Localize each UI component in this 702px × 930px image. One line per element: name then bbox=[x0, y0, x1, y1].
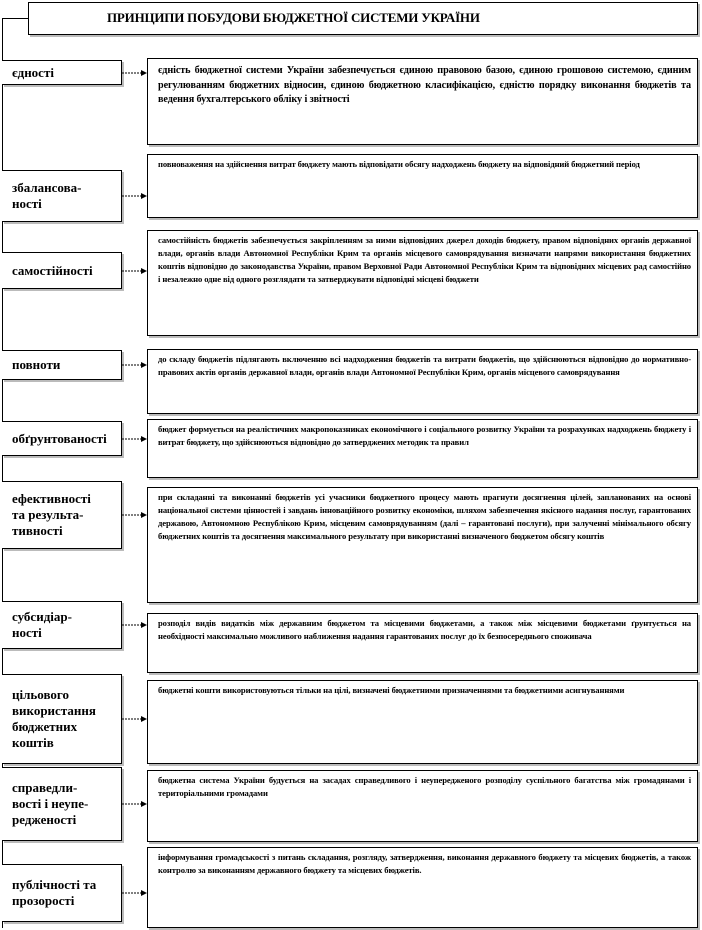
connector-arrow-icon bbox=[122, 511, 147, 519]
connector-arrow-icon bbox=[122, 889, 147, 897]
principle-label: повноти bbox=[12, 357, 61, 372]
principle-label-box bbox=[2, 350, 122, 380]
principle-description: єдність бюджетної системи України забезпечується єдиною правовою базою, єдиною грошовою системою, єдиним регулюванням бюджетних відносин, єдиною бюджетною класифікацією, єдністю порядку виконання бюджетів та ведення бухгалтерського обліку і звітності bbox=[147, 58, 698, 145]
principle-label-box bbox=[2, 601, 122, 649]
principle-description: бюджетні кошти використовуються тільки на цілі, визначені бюджетними призначеннями та бюджетними асигнуваннями bbox=[147, 680, 698, 764]
connector-arrow-icon bbox=[122, 267, 147, 275]
principle-label-box bbox=[2, 767, 122, 841]
principle-label-box bbox=[2, 674, 122, 764]
connector-arrow-icon bbox=[122, 435, 147, 443]
principle-label: збалансова- ності bbox=[12, 180, 82, 211]
principle-label: цільового використання бюджетних коштів bbox=[12, 687, 96, 750]
title-connector bbox=[2, 18, 29, 19]
principle-label-box bbox=[2, 481, 122, 549]
principle-label: самостійності bbox=[12, 262, 93, 278]
principle-label-box bbox=[2, 170, 122, 222]
principle-label-box bbox=[2, 252, 122, 289]
principle-label: публічності та прозорості bbox=[12, 877, 97, 908]
principle-label: єдності bbox=[12, 64, 54, 80]
connector-arrow-icon bbox=[122, 192, 147, 200]
principle-description: самостійність бюджетів забезпечується закріпленням за ними відповідних джерел доходів бюджету, правом відповідних органів державної влади, органів влади Автономної Республіки Крим та органів місцевого самоврядування визначати напрями використання бюджетних коштів відповідно до законодавства України, правом Верховної Ради Автономної Республіки Крим та відповідних місцевих рад самостійно і незалежно одне від одного розглядати та затверджувати відповідні місцеві бюджети bbox=[147, 230, 698, 336]
diagram-title: ПРИНЦИПИ ПОБУДОВИ БЮДЖЕТНОЇ СИСТЕМИ УКРАЇНИ bbox=[28, 2, 698, 35]
principle-label-box bbox=[2, 421, 122, 456]
connector-arrow-icon bbox=[122, 69, 147, 77]
principle-description: при складанні та виконанні бюджетів усі учасники бюджетного процесу мають прагнути досягнення цілей, запланованих на основі національної системи цінностей і завдань інноваційного розвитку економіки, шляхом забезпечення якісного надання послуг, гарантованих державою, Автономною Республікою Крим, місцевим самоврядуванням (далі – гарантовані послуги), при залученні мінімального обсягу бюджетних коштів та досягнення максимального результату при використанні визначеного бюджетом обсягу коштів bbox=[147, 487, 698, 603]
principle-description: до складу бюджетів підлягають включенню всі надходження бюджетів та витрати бюджетів, що здійснюються відповідно до нормативно-правових актів органів державної влади, органів влади Автономної Республіки Крим, органів місцевого самоврядування bbox=[147, 349, 698, 414]
principle-description: повноваження на здійснення витрат бюджету мають відповідати обсягу надходжень бюджету на відповідний бюджетний період bbox=[147, 154, 698, 218]
principle-label: субсидіар- ності bbox=[12, 609, 72, 640]
principle-description: інформування громадськості з питань складання, розгляду, затвердження, виконання державного бюджету та місцевих бюджетів, а також контролю за виконанням державного бюджету та місцевих бюджетів. bbox=[147, 847, 698, 928]
principle-label-box bbox=[2, 864, 122, 922]
connector-arrow-icon bbox=[122, 361, 147, 369]
connector-arrow-icon bbox=[122, 800, 147, 808]
principle-description: бюджет формується на реалістичних макропоказниках економічного і соціального розвитку України та розрахунках надходжень бюджету і витрат бюджету, що здійснюються відповідно до затверджених методик та правил bbox=[147, 419, 698, 478]
principle-label: обґрунтованості bbox=[12, 430, 107, 446]
principle-label: справедли- вості і неупе- редженості bbox=[12, 780, 89, 827]
principle-label-box bbox=[2, 60, 122, 85]
principle-description: розподіл видів видатків між державним бюджетом та місцевими бюджетами, а також між місцевими бюджетами ґрунтується на необхідності максимально можливого наближення надання гарантованих послуг до їх безпосереднього споживача bbox=[147, 613, 698, 673]
connector-arrow-icon bbox=[122, 621, 147, 629]
connector-arrow-icon bbox=[122, 715, 147, 723]
principle-label: ефективності та результа- тивності bbox=[12, 491, 91, 538]
principle-description: бюджетна система України будується на засадах справедливого і неупередженого розподілу суспільного багатства між громадянами і територіальними громадами bbox=[147, 770, 698, 842]
